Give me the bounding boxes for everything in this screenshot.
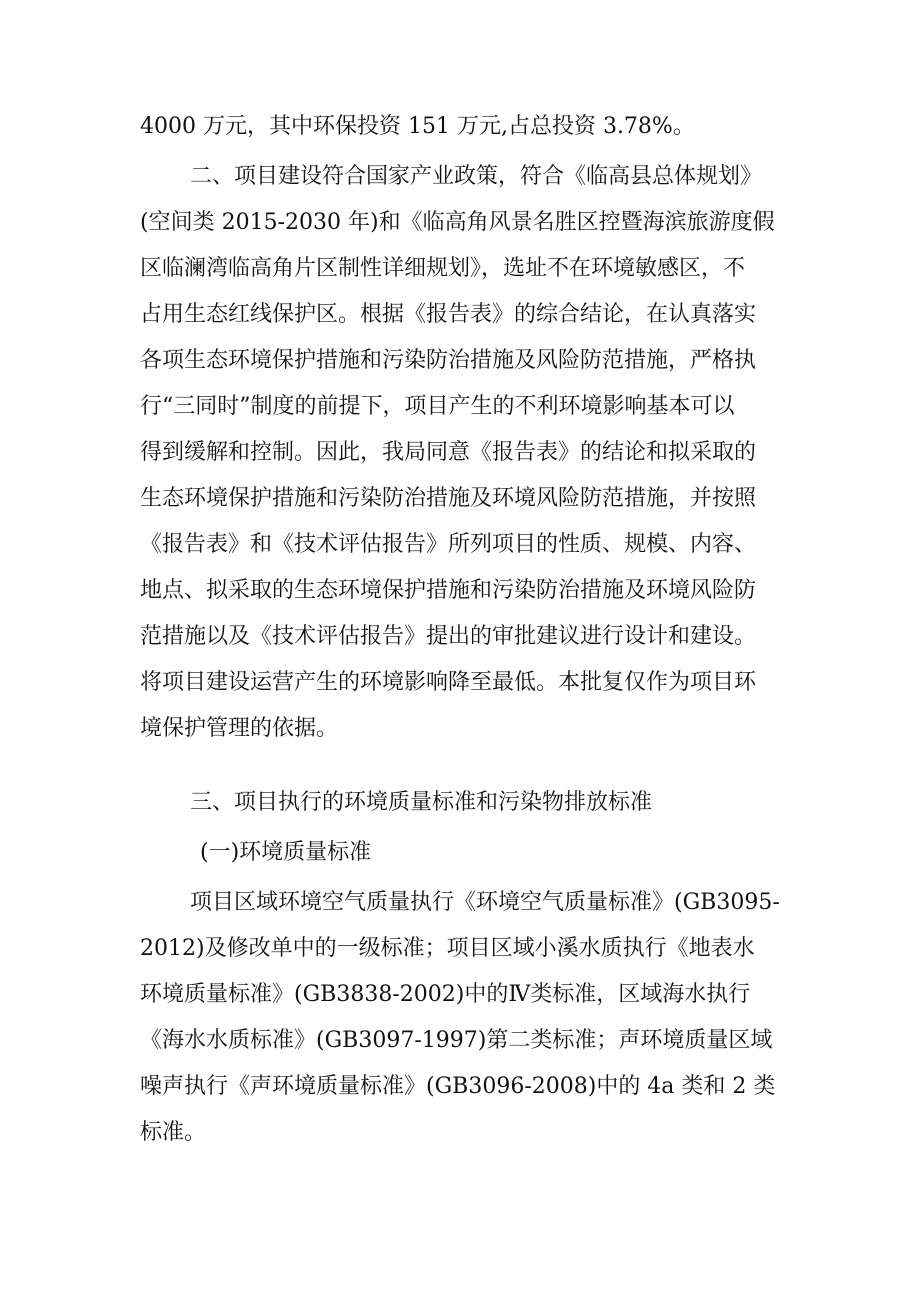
text-line: 占用生态红线保护区。根据《报告表》的综合结论，在认真落实 xyxy=(140,302,757,327)
text-line: 地点、拟采取的生态环境保护措施和污染防治措施及环境风险防 xyxy=(140,578,757,603)
paragraph-quality-standards xyxy=(140,880,790,1156)
text-line: 标准。 xyxy=(140,1120,207,1145)
text-line: 范措施以及《技术评估报告》提出的审批建议进行设计和建设。 xyxy=(140,624,757,649)
text-line: 生态环境保护措施和污染防治措施及环境风险防范措施，并按照 xyxy=(140,486,757,511)
text-line: 项目区域环境空气质量执行《环境空气质量标准》(GB3095- xyxy=(190,890,780,915)
subsection-heading-quality xyxy=(140,830,790,876)
text-line: 2012)及修改单中的一级标准；项目区域小溪水质执行《地表水 xyxy=(140,936,755,961)
text-line: 《报告表》和《技术评估报告》所列项目的性质、规模、内容、 xyxy=(140,532,757,557)
text-line: (空间类 2015-2030 年)和《临高角风景名胜区控暨海滨旅游度假 xyxy=(140,210,775,235)
text-line: 二、项目建设符合国家产业政策，符合《临高县总体规划》 xyxy=(190,164,763,189)
text-line: 区临澜湾临高角片区制性详细规划》，选址不在环境敏感区，不 xyxy=(140,256,746,281)
text-line: 4000 万元，其中环保投资 151 万元,占总投资 3.78%。 xyxy=(140,114,695,139)
text-line: 环境质量标准》(GB3838-2002)中的Ⅳ类标准，区域海水执行 xyxy=(140,982,751,1007)
text-line: 行“三同时”制度的前提下，项目产生的不利环境影响基本可以 xyxy=(140,394,735,419)
section-heading-standards xyxy=(140,780,790,826)
paragraph-policy-compliance xyxy=(140,154,790,752)
paragraph-investment xyxy=(140,104,790,150)
text-line: 得到缓解和控制。因此，我局同意《报告表》的结论和拟采取的 xyxy=(140,440,757,465)
section-heading: 三、项目执行的环境质量标准和污染物排放标准 xyxy=(190,790,653,815)
text-line: 将项目建设运营产生的环境影响降至最低。本批复仅作为项目环 xyxy=(140,670,757,695)
text-line: 噪声执行《声环境质量标准》(GB3096-2008)中的 4a 类和 2 类 xyxy=(140,1074,776,1099)
subsection-heading: (一)环境质量标准 xyxy=(200,840,372,865)
text-line: 《海水水质标准》(GB3097-1997)第二类标准；声环境质量区域 xyxy=(140,1028,773,1053)
text-line: 境保护管理的依据。 xyxy=(140,716,339,741)
text-line: 各项生态环境保护措施和污染防治措施及风险防范措施，严格执 xyxy=(140,348,757,373)
